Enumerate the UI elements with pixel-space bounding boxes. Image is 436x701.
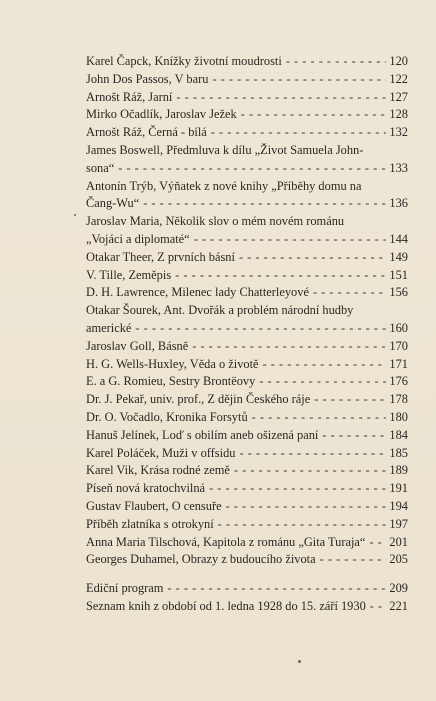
toc-entry-title: Čang-Wu“ <box>86 196 140 211</box>
toc-page-number: 180 <box>389 409 408 424</box>
toc-main-list <box>86 53 408 569</box>
toc-page-number: 201 <box>389 534 408 549</box>
toc-entry <box>86 356 408 374</box>
dot-leader <box>190 231 386 249</box>
toc-entry-line <box>86 231 408 249</box>
toc-entry <box>86 124 408 142</box>
toc-entry-continued-line <box>86 178 408 196</box>
toc-entry-title: Píseň nová kratochvilná <box>86 481 206 496</box>
toc-page-number: 133 <box>389 160 408 175</box>
toc-entry <box>86 106 408 124</box>
toc-entry-title: americké <box>86 320 132 335</box>
dot-leader <box>309 284 386 302</box>
toc-page-number: 127 <box>389 89 408 104</box>
dot-leader <box>310 391 386 409</box>
dot-leader <box>230 462 386 480</box>
toc-entry-title: Mirko Očadlík, Jaroslav Ježek <box>86 107 237 122</box>
toc-page-number: 184 <box>389 427 408 442</box>
dot-leader <box>235 445 386 463</box>
dot-leader <box>171 267 386 285</box>
dot-leader <box>131 320 386 338</box>
toc-entry-continued-line <box>86 213 408 231</box>
toc-entry-title: Karel Čapck, Knížky životní moudrosti <box>86 54 282 68</box>
dot-leader <box>366 598 386 616</box>
toc-page-number: 136 <box>389 196 408 211</box>
toc-entry <box>86 598 408 616</box>
toc-entry-line <box>86 445 408 463</box>
toc-page-number: 205 <box>389 552 408 567</box>
toc-entry-line <box>86 124 408 142</box>
dot-leader <box>163 580 386 598</box>
toc-entry-line <box>86 427 408 445</box>
toc-entry-title: Arnošt Ráž, Černá - bílá <box>86 125 207 140</box>
dot-leader <box>139 195 386 213</box>
toc-entry <box>86 445 408 463</box>
toc-page-number: 197 <box>389 516 408 531</box>
toc-entry-line <box>86 480 408 498</box>
toc-entry-title: Dr. J. Pekař, univ. prof., Z dějin Českého ráje <box>86 392 311 407</box>
toc-entry-line <box>86 195 408 213</box>
toc-entry <box>86 373 408 391</box>
toc-entry-title: H. G. Wells-Huxley, Věda o životě <box>86 356 259 371</box>
toc-entry <box>86 71 408 89</box>
toc-entry-line <box>86 534 408 552</box>
toc-entry-line <box>86 598 408 616</box>
toc-entry <box>86 462 408 480</box>
toc-entry-continued-line <box>86 142 408 160</box>
toc-entry-title: John Dos Passos, V baru <box>86 71 209 86</box>
toc-page-number: 156 <box>389 285 408 300</box>
toc-page-number: 171 <box>389 356 408 371</box>
toc-entry-line <box>86 71 408 89</box>
toc-entry <box>86 409 408 427</box>
dot-leader <box>235 249 386 267</box>
dot-leader <box>259 356 386 374</box>
toc-entry <box>86 498 408 516</box>
toc-page-number: 191 <box>389 481 408 496</box>
toc-entry-line <box>86 498 408 516</box>
dot-leader <box>208 71 386 89</box>
toc-entry-title: Antonín Trýb, Výňatek z nové knihy „Příběhy domu na <box>86 178 362 193</box>
dot-leader <box>114 160 386 178</box>
toc-entry-title: Ediční program <box>86 581 164 596</box>
toc-entry-line <box>86 320 408 338</box>
print-mark <box>298 660 301 663</box>
toc-entry-title: Otakar Theer, Z prvních básní <box>86 249 235 264</box>
toc-page-number: 185 <box>389 445 408 460</box>
toc-page-number: 209 <box>389 581 408 596</box>
dot-leader <box>214 516 386 534</box>
toc-page-number: 160 <box>389 320 408 335</box>
toc-entry <box>86 267 408 285</box>
toc-entry-continued-line <box>86 302 408 320</box>
toc-entry-title: Hanuš Jelínek, Loď s obilím aneb ošizená paní <box>86 427 319 442</box>
toc-entry-title: Arnošt Ráž, Jarní <box>86 89 173 104</box>
toc-entry-line <box>86 89 408 107</box>
toc-entry-line <box>86 516 408 534</box>
dot-leader <box>188 338 386 356</box>
toc-entry <box>86 89 408 107</box>
toc-entry <box>86 249 408 267</box>
toc-entry-line <box>86 267 408 285</box>
toc-page-number: 128 <box>389 107 408 122</box>
dot-leader <box>207 124 386 142</box>
toc-page-number: 189 <box>389 463 408 478</box>
toc-entry-title: Karel Vik, Krása rodné země <box>86 463 230 478</box>
toc-entry <box>86 391 408 409</box>
toc-entry-line <box>86 284 408 302</box>
toc-page-number: 120 <box>389 54 408 68</box>
toc-entry <box>86 580 408 598</box>
toc-entry <box>86 53 408 71</box>
toc-entry-title: Georges Duhamel, Obrazy z budoucího života <box>86 552 316 567</box>
toc-entry-line <box>86 249 408 267</box>
dot-leader <box>222 498 386 516</box>
toc-entry-line <box>86 391 408 409</box>
toc-entry-line <box>86 160 408 178</box>
toc-appendix-list <box>86 580 408 616</box>
print-speck <box>74 214 76 216</box>
toc-page-number: 176 <box>389 374 408 389</box>
dot-leader <box>318 427 386 445</box>
toc-entry-line <box>86 53 408 71</box>
section-gap <box>86 569 408 580</box>
toc-entry-title: sona“ <box>86 160 115 175</box>
toc-entry-title: V. Tille, Zeměpis <box>86 267 172 282</box>
toc-entry-title: E. a G. Romieu, Sestry Brontëovy <box>86 374 256 389</box>
toc-entry-line <box>86 338 408 356</box>
toc-page-number: 170 <box>389 338 408 353</box>
toc-page-number: 132 <box>389 125 408 140</box>
toc-entry-line <box>86 356 408 374</box>
toc-entry-line <box>86 409 408 427</box>
toc-entry <box>86 534 408 552</box>
dot-leader <box>255 373 386 391</box>
dot-leader <box>248 409 386 427</box>
toc-entry-title: Jaroslav Goll, Básně <box>86 338 189 353</box>
toc-entry <box>86 551 408 569</box>
toc-entry <box>86 427 408 445</box>
toc-entry-title: Anna Maria Tilschová, Kapitola z románu „Gita Turaja“ <box>86 534 366 549</box>
toc-entry-title: Gustav Flaubert, O censuře <box>86 498 222 513</box>
toc-entry-title: Karel Poláček, Muži v offsidu <box>86 445 236 460</box>
table-of-contents <box>86 53 408 616</box>
toc-entry <box>86 338 408 356</box>
toc-entry-title: Seznam knih z období od 1. ledna 1928 do 15. září 1930 <box>86 598 366 613</box>
toc-entry-line <box>86 373 408 391</box>
toc-page-number: 221 <box>389 598 408 613</box>
toc-entry <box>86 480 408 498</box>
dot-leader <box>237 106 386 124</box>
toc-entry-line <box>86 462 408 480</box>
toc-page-number: 149 <box>389 249 408 264</box>
dot-leader <box>205 480 386 498</box>
toc-entry <box>86 516 408 534</box>
toc-entry-line <box>86 580 408 598</box>
toc-entry-title: Příběh zlatníka s otrokyní <box>86 516 214 531</box>
toc-entry <box>86 302 408 338</box>
toc-entry-title: Otakar Šourek, Ant. Dvořák a problém národní hudby <box>86 303 354 318</box>
toc-entry <box>86 213 408 249</box>
toc-entry-line <box>86 551 408 569</box>
toc-page-number: 144 <box>389 231 408 246</box>
toc-page-number: 151 <box>389 267 408 282</box>
toc-page-number: 178 <box>389 392 408 407</box>
toc-entry <box>86 178 408 214</box>
toc-entry-line <box>86 106 408 124</box>
toc-entry <box>86 142 408 178</box>
toc-entry-title: „Vojáci a diplomaté“ <box>86 231 190 246</box>
toc-entry-title: Dr. O. Vočadlo, Kronika Forsytů <box>86 409 248 424</box>
dot-leader <box>316 551 386 569</box>
toc-entry-title: James Boswell, Předmluva k dílu „Život Samuela John- <box>86 142 364 157</box>
toc-page-number: 194 <box>389 498 408 513</box>
toc-entry <box>86 284 408 302</box>
dot-leader <box>365 534 386 552</box>
dot-leader <box>172 89 386 107</box>
toc-entry-title: Jaroslav Maria, Několik slov o mém novém románu <box>86 214 345 229</box>
dot-leader <box>282 53 386 71</box>
toc-page-number: 122 <box>389 71 408 86</box>
toc-entry-title: D. H. Lawrence, Milenec lady Chatterleyové <box>86 285 309 300</box>
